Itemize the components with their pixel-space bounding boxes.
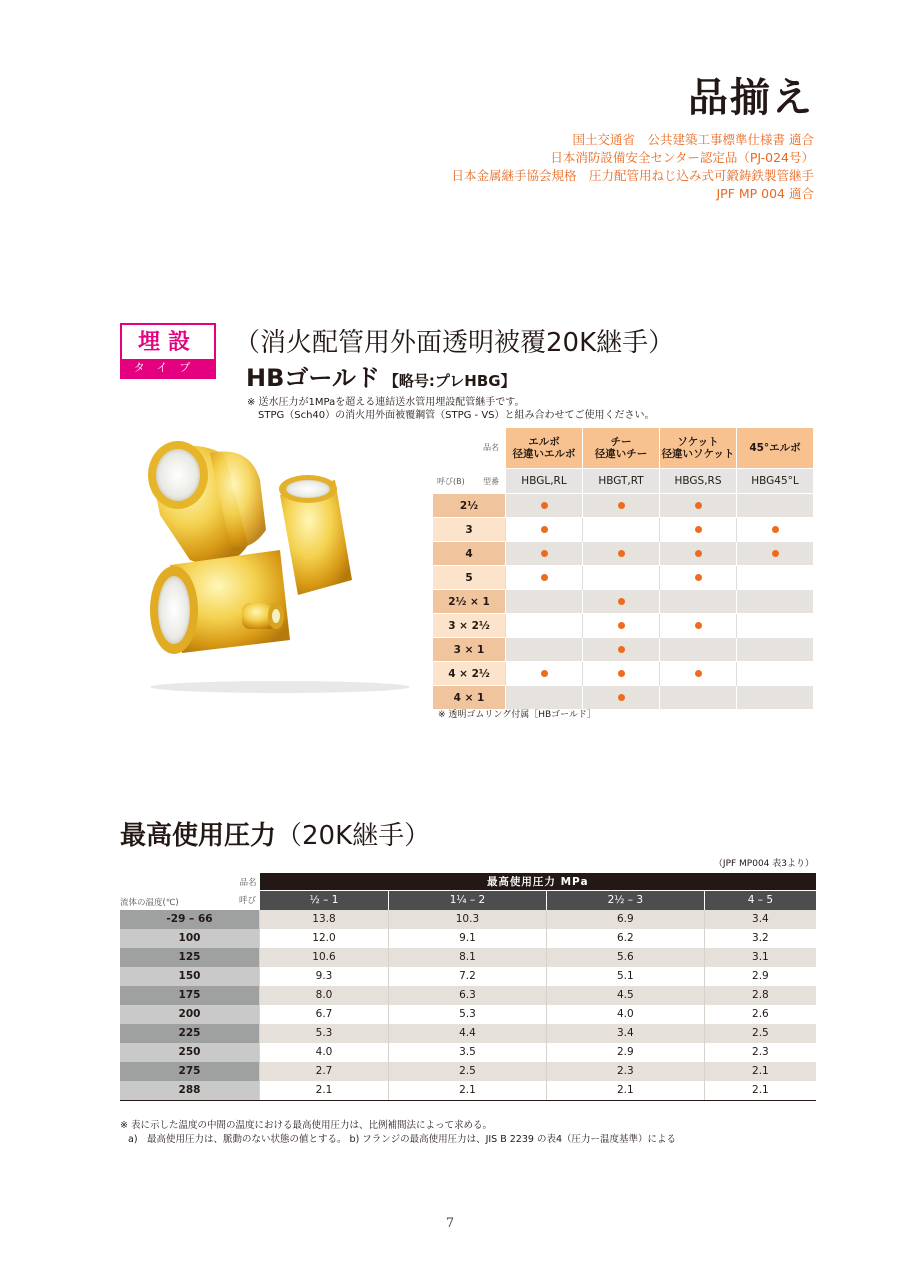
pressure-body [120,910,816,1101]
pressure-header-row [120,873,816,891]
pressure-value-cell: 10.6 [260,948,389,967]
available-dot-icon [772,526,779,533]
corner-size-label: 呼び(B) [437,476,465,486]
pressure-value-cell: 2.9 [704,967,816,986]
pressure-header: 最高使用圧力 MPa [260,873,817,891]
pressure-value-cell: 8.0 [260,986,389,1005]
pressure-value-cell: 2.6 [704,1005,816,1024]
product-photo [130,425,420,695]
pressure-value-cell: 6.9 [546,910,704,929]
lineup-row [433,614,813,638]
lineup-corner-top [433,428,506,469]
lineup-availability-cell [506,518,583,542]
pressure-row [120,986,816,1005]
lineup-availability-cell [506,686,583,710]
lineup-product-header: エルボ 径違いエルボ [506,428,583,469]
lineup-row [433,590,813,614]
pressure-temp-cell: 225 [120,1024,260,1043]
pressure-temp-cell: 200 [120,1005,260,1024]
lineup-model-header: HBGS,RS [660,469,737,494]
available-dot-icon [618,646,625,653]
pressure-value-cell: 8.1 [389,948,547,967]
product-name: HBゴールド [246,364,380,392]
lineup-product-row [433,428,813,469]
pressure-row [120,1005,816,1024]
pressure-section-title [120,815,430,852]
certification-line: 日本消防設備安全センター認定品（PJ-024号） [550,150,814,165]
product-abbreviation: 【略号:プレHBG】 [383,372,516,390]
pressure-value-cell: 2.1 [704,1062,816,1081]
pressure-source: （JPF MP004 表3より） [713,859,814,869]
pressure-row [120,1081,816,1101]
pressure-row [120,1043,816,1062]
lineup-availability-cell [737,662,814,686]
lineup-availability-cell [660,590,737,614]
pressure-value-cell: 2.1 [389,1081,547,1101]
lineup-availability-cell [737,590,814,614]
lineup-availability-cell [506,662,583,686]
pressure-row [120,948,816,967]
pressure-value-cell: 6.7 [260,1005,389,1024]
pressure-value-cell: 2.5 [389,1062,547,1081]
pressure-value-cell: 2.5 [704,1024,816,1043]
lineup-corner-bottom [433,469,506,494]
pressure-value-cell: 2.3 [704,1043,816,1062]
lineup-size-cell: 4 × 2½ [433,662,506,686]
lineup-availability-cell [660,494,737,518]
pressure-temp-cell: 100 [120,929,260,948]
available-dot-icon [695,670,702,677]
product-heading: （消火配管用外面透明被覆20K継手） [234,328,675,358]
lineup-size-cell: 5 [433,566,506,590]
lineup-availability-cell [583,590,660,614]
page-number: 7 [445,1216,455,1231]
pressure-value-cell: 2.9 [546,1043,704,1062]
pressure-value-cell: 3.1 [704,948,816,967]
badge-main-label: 埋設 [137,330,198,355]
available-dot-icon [695,574,702,581]
pressure-table [120,873,816,1101]
pressure-value-cell: 2.7 [260,1062,389,1081]
lineup-availability-cell [506,494,583,518]
pressure-temp-cell: 175 [120,986,260,1005]
type-badge [120,323,216,379]
pressure-value-cell: 12.0 [260,929,389,948]
lineup-availability-cell [583,686,660,710]
pressure-value-cell: 6.3 [389,986,547,1005]
lineup-size-cell: 3 × 1 [433,638,506,662]
pressure-corner [120,891,260,910]
lineup-size-cell: 4 × 1 [433,686,506,710]
lineup-availability-cell [660,638,737,662]
available-dot-icon [772,550,779,557]
lineup-availability-cell [660,662,737,686]
pressure-value-cell: 3.2 [704,929,816,948]
lineup-row [433,542,813,566]
pressure-title-sub: （20K継手） [276,821,431,851]
lineup-model-header: HBG45°L [737,469,814,494]
corner-name-label: 品名 [483,443,499,452]
pressure-temp-cell: -29 – 66 [120,910,260,929]
pressure-size-header: 4 – 5 [704,891,816,910]
lineup-availability-cell [583,542,660,566]
available-dot-icon [695,502,702,509]
product-note: ※ 送水圧力が1MPaを超える連結送水管用埋設配管継手です。 [247,397,525,408]
lineup-availability-cell [583,518,660,542]
pressure-value-cell: 7.2 [389,967,547,986]
available-dot-icon [618,694,625,701]
pressure-value-cell: 3.4 [704,910,816,929]
product-name-row [246,358,516,393]
pressure-value-cell: 4.4 [389,1024,547,1043]
lineup-availability-cell [737,686,814,710]
pressure-footnote: a) 最高使用圧力は、脈動のない状態の値とする。 b) フランジの最高使用圧力は、JIS B 2239 の表4（圧力ー温度基準）による [128,1134,676,1145]
pressure-footnote: ※ 表に示した温度の中間の温度における最高使用圧力は、比例補間法によって求める。 [120,1120,492,1131]
lineup-availability-cell [583,566,660,590]
lineup-row [433,638,813,662]
lineup-availability-cell [506,638,583,662]
lineup-availability-cell [583,614,660,638]
pressure-value-cell: 3.4 [546,1024,704,1043]
available-dot-icon [618,550,625,557]
pressure-value-cell: 13.8 [260,910,389,929]
pressure-value-cell: 5.1 [546,967,704,986]
lineup-model-header: HBGT,RT [583,469,660,494]
pressure-row [120,910,816,929]
available-dot-icon [618,670,625,677]
corner-model-label: 型番 [483,476,499,486]
pressure-value-cell: 5.6 [546,948,704,967]
pressure-row [120,929,816,948]
lineup-model-row [433,469,813,494]
pressure-temp-cell: 288 [120,1081,260,1101]
pressure-value-cell: 9.1 [389,929,547,948]
pressure-temp-cell: 275 [120,1062,260,1081]
available-dot-icon [541,526,548,533]
pressure-value-cell: 2.1 [704,1081,816,1101]
lineup-size-cell: 2½ × 1 [433,590,506,614]
lineup-availability-cell [737,518,814,542]
lineup-size-cell: 2½ [433,494,506,518]
pressure-row [120,967,816,986]
pressure-value-cell: 10.3 [389,910,547,929]
lineup-availability-cell [506,590,583,614]
lineup-availability-cell [737,494,814,518]
available-dot-icon [618,502,625,509]
lineup-availability-cell [737,614,814,638]
pressure-value-cell: 3.5 [389,1043,547,1062]
pressure-value-cell: 4.5 [546,986,704,1005]
available-dot-icon [541,550,548,557]
pressure-temp-label: 流体の温度(℃) [120,897,179,908]
pressure-value-cell: 2.3 [546,1062,704,1081]
lineup-availability-cell [583,662,660,686]
lineup-table [433,428,813,709]
lineup-availability-cell [506,542,583,566]
pressure-temp-cell: 150 [120,967,260,986]
lineup-availability-cell [660,686,737,710]
lineup-row [433,566,813,590]
certification-line: JPF MP 004 適合 [716,186,814,201]
lineup-size-cell: 4 [433,542,506,566]
available-dot-icon [618,622,625,629]
available-dot-icon [541,574,548,581]
lineup-model-header: HBGL,RL [506,469,583,494]
lineup-body [433,494,813,710]
available-dot-icon [541,502,548,509]
lineup-availability-cell [737,542,814,566]
lineup-availability-cell [660,518,737,542]
pressure-size-label: 呼び [238,896,256,906]
lineup-availability-cell [506,614,583,638]
pressure-value-cell: 6.2 [546,929,704,948]
lineup-product-header: ソケット 径違いソケット [660,428,737,469]
pressure-value-cell: 5.3 [260,1024,389,1043]
lineup-size-cell: 3 × 2½ [433,614,506,638]
lineup-product-header: チー 径違いチー [583,428,660,469]
pressure-row [120,1024,816,1043]
lineup-row [433,686,813,710]
pressure-row [120,1062,816,1081]
lineup-availability-cell [506,566,583,590]
available-dot-icon [541,670,548,677]
lineup-availability-cell [737,638,814,662]
available-dot-icon [695,526,702,533]
lineup-row [433,518,813,542]
lineup-size-cell: 3 [433,518,506,542]
pressure-value-cell: 5.3 [389,1005,547,1024]
available-dot-icon [695,550,702,557]
lineup-availability-cell [660,614,737,638]
lineup-availability-cell [660,542,737,566]
pressure-temp-cell: 125 [120,948,260,967]
pressure-value-cell: 4.0 [546,1005,704,1024]
pressure-size-header: 2½ – 3 [546,891,704,910]
lineup-product-header: 45°エルボ [737,428,814,469]
pressure-value-cell: 4.0 [260,1043,389,1062]
lineup-availability-cell [583,638,660,662]
pressure-value-cell: 9.3 [260,967,389,986]
available-dot-icon [695,622,702,629]
lineup-footnote: ※ 透明ゴムリング付属［HBゴールド］ [438,710,596,720]
pressure-temp-cell: 250 [120,1043,260,1062]
product-note: STPG（Sch40）の消火用外面被覆鋼管（STPG - VS）と組み合わせてご使用ください。 [258,410,655,421]
available-dot-icon [618,598,625,605]
page-title: 品揃え [688,75,814,121]
lineup-row [433,662,813,686]
lineup-availability-cell [737,566,814,590]
lineup-availability-cell [583,494,660,518]
pressure-size-row [120,891,816,910]
lineup-availability-cell [660,566,737,590]
pressure-name-label: 品名 [239,877,257,888]
pressure-title: 最高使用圧力 [120,821,277,851]
pressure-value-cell: 2.1 [260,1081,389,1101]
pressure-size-header: ½ – 1 [260,891,389,910]
pressure-value-cell: 2.1 [546,1081,704,1101]
badge-sub-label: タイプ [122,359,214,377]
pressure-value-cell: 2.8 [704,986,816,1005]
lineup-row [433,494,813,518]
certification-line: 日本金属継手協会規格 圧力配管用ねじ込み式可鍛鋳鉄製管継手 [451,168,814,183]
certification-line: 国土交通省 公共建築工事標準仕様書 適合 [572,132,814,147]
pressure-size-header: 1¼ – 2 [389,891,547,910]
